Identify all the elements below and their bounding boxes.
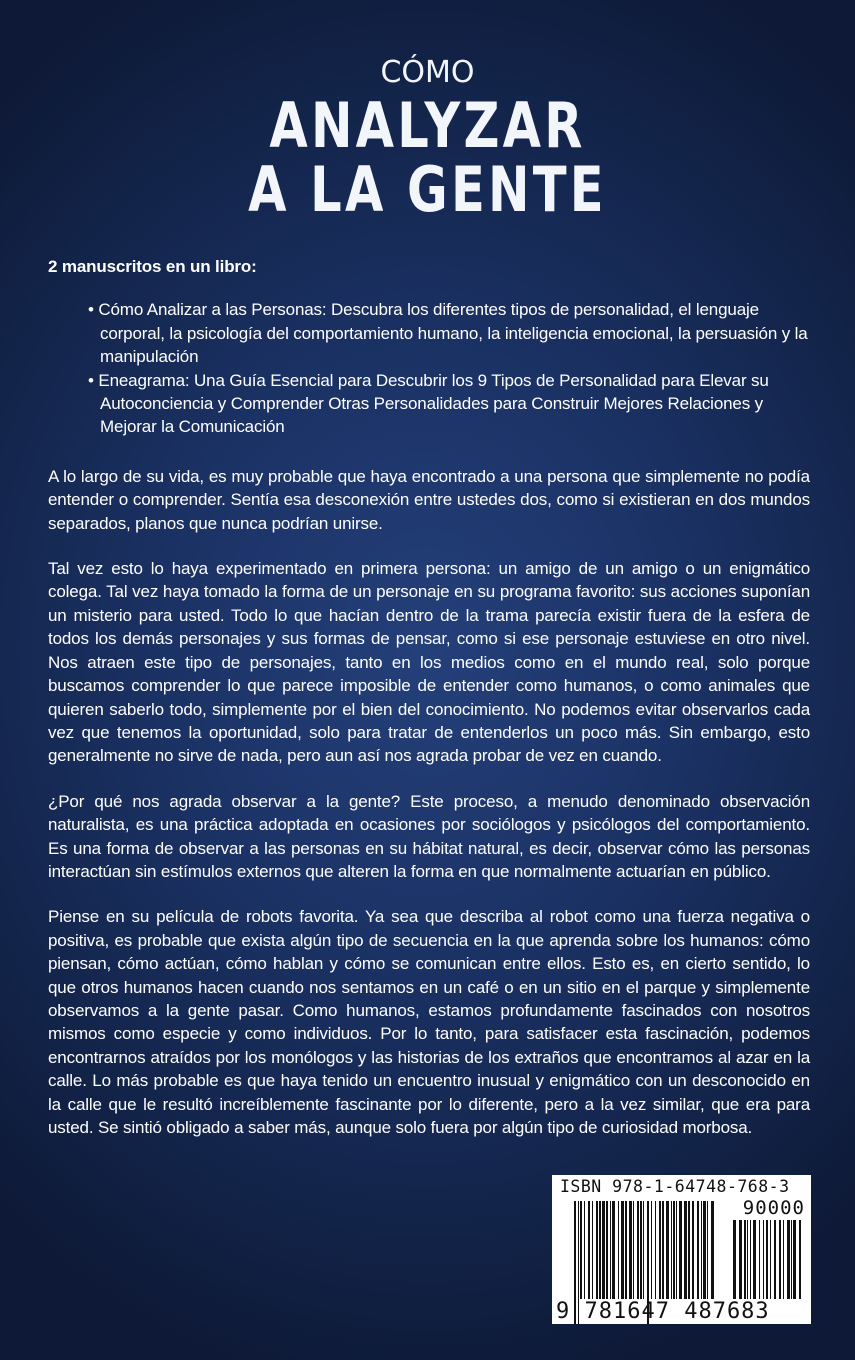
title-line-2: ANALYZAR: [269, 89, 586, 162]
barcode-bar: [711, 1201, 714, 1299]
barcode-bar: [679, 1201, 682, 1299]
barcode-bar: [625, 1201, 627, 1299]
barcode-bar: [618, 1201, 619, 1299]
barcode-bar: [793, 1220, 796, 1299]
barcode-bar: [676, 1201, 677, 1299]
title-line-1: CÓMO: [380, 55, 475, 90]
barcode-bar: [671, 1201, 672, 1299]
barcode-bar: [779, 1220, 781, 1299]
barcode-bar: [673, 1201, 675, 1299]
barcode-bar: [655, 1201, 656, 1299]
barcode-bar: [739, 1220, 742, 1299]
paragraph: A lo largo de su vida, es muy probable que haya encontrado a una persona que simplemente no podía entender o comprender. Sentía esa desconexión entre ustedes dos, como si existieran en dos mundos separados, planos que nunca podrían unirse.: [48, 466, 810, 533]
barcode-bar: [584, 1201, 585, 1299]
barcode-bar: [606, 1201, 608, 1299]
barcode-bar: [688, 1201, 690, 1299]
barcode-bar: [753, 1220, 756, 1299]
barcode-bar: [707, 1201, 708, 1299]
manuscripts-heading: 2 manuscritos en un libro:: [48, 257, 257, 276]
back-cover-text: [48, 255, 810, 1161]
barcode-bar: [610, 1201, 611, 1299]
barcode-bar: [640, 1201, 642, 1299]
barcode-bar: [621, 1201, 624, 1299]
barcode-bar: [666, 1201, 669, 1299]
barcode-bar: [791, 1220, 792, 1299]
barcode-bar: [799, 1220, 801, 1299]
barcode-bar: [703, 1201, 706, 1299]
isbn-label: ISBN 978-1-64748-768-3: [560, 1177, 790, 1196]
barcode-bar: [763, 1220, 764, 1299]
barcode-bar: [770, 1220, 771, 1299]
barcode-bar: [588, 1201, 590, 1299]
barcode-bar: [651, 1201, 652, 1299]
barcode-bar: [783, 1220, 784, 1299]
manuscript-item: • Eneagrama: Una Guía Esencial para Descubrir los 9 Tipos de Personalidad para Elevar su Autoconciencia y Comprender Otras Personalidades para Construir Mejores Relaciones y Mejorar la Comunicación: [88, 369, 810, 439]
barcode-bar: [759, 1220, 760, 1299]
barcode-bar: [774, 1220, 776, 1299]
barcode-bar: [592, 1201, 593, 1299]
barcode-bar: [701, 1201, 702, 1299]
barcode-bar: [684, 1201, 687, 1299]
barcode-bar: [637, 1201, 639, 1299]
barcode-bar: [602, 1201, 605, 1299]
barcode-bar: [750, 1220, 751, 1299]
barcode-bar: [580, 1201, 582, 1299]
barcode-bar: [659, 1201, 661, 1299]
barcode-bar: [787, 1220, 790, 1299]
barcode-bar: [747, 1220, 748, 1299]
paragraph: Tal vez esto lo haya experimentado en primera persona: un amigo de un amigo o un enigmático colega. Tal vez haya tomado la forma de un personaje en su programa favorito: sus acciones suponían un misterio para usted. Todo lo que hacían dentro de la trama parecía existir fuera de la esfera de todos los demás personajes y sus formas de pensar, como si ese personaje estuviese en otro nivel. Nos atraen este tipo de personajes, tanto en los medios como en el mundo real, solo porque buscamos comprender lo que parece imposible de entender como humanos, o como animales que quieren saberlo todo, simplemente por el bien del conocimiento. No podemos evitar observarlos cada vez que tenemos la oportunidad, solo para tratar de entenderlos un poco más. Sin embargo, esto generalmente no sirve de nada, pero aun así nos agrada probar de vez en cuando.: [48, 559, 810, 766]
paragraph: Piense en su película de robots favorita. Ya sea que describa al robot como una fuerza negativa o positiva, es probable que exista algún tipo de secuencia en la que aprenda sobre los humanos: cómo piensan, cómo actúan, cómo hablan y cómo se comunican entre ellos. Esto es, en cierto sentido, lo que otros humanos hacen cuando nos sentamos en un café o en un sitio en el parque y simplemente observamos a la gente pasar. Como humanos, estamos profundamente fascinados con nosotros mismos como especie y como individuos. Por lo tanto, para satisfacer esta fascinación, podemos encontrarnos atraídos por los monólogos y las historias de los extraños que encontramos al azar en la calle. Lo más probable es que haya tenido un encuentro inusual y enigmático con un desconocido en la calle que le resultó increíblemente fascinante por lo diferente, pero a la vez similar, que era para usted. Se sintió obligado a saber más, aunque solo fuera por algún tipo de curiosidad morbosa.: [48, 907, 810, 1137]
barcode-bar: [662, 1201, 664, 1299]
isbn-barcode: [552, 1175, 811, 1324]
manuscript-list: [88, 298, 810, 438]
price-code: 90000: [742, 1197, 805, 1219]
barcode-bar: [733, 1220, 736, 1299]
barcode-bar: [612, 1201, 615, 1299]
barcode-bar: [599, 1201, 601, 1299]
barcode-bar: [697, 1201, 699, 1299]
title-line-3: A LA GENTE: [248, 153, 607, 226]
barcode-bar: [744, 1220, 746, 1299]
barcode-bar: [633, 1201, 634, 1299]
manuscript-item: • Cómo Analizar a las Personas: Descubra los diferentes tipos de personalidad, el lenguaje corporal, la psicología del comportamiento humano, la inteligencia emocional, la persuasión y la manipulación: [88, 298, 810, 368]
barcode-digits: 9 781647 487683: [556, 1299, 770, 1324]
barcode-bar: [596, 1201, 598, 1299]
barcode-bar: [643, 1201, 644, 1299]
paragraph: ¿Por qué nos agrada observar a la gente? Este proceso, a menudo denominado observación naturalista, es una práctica adoptada en ocasiones por sociólogos y psicólogos del comportamiento. Es una forma de observar a las personas en su hábitat natural, es decir, observar cómo las personas interactúan sin estímulos externos que alteren la forma en que normalmente actuarían en público.: [48, 791, 810, 881]
barcode-bar: [692, 1201, 694, 1299]
barcode-bar: [766, 1220, 768, 1299]
barcode-bar: [629, 1201, 632, 1299]
